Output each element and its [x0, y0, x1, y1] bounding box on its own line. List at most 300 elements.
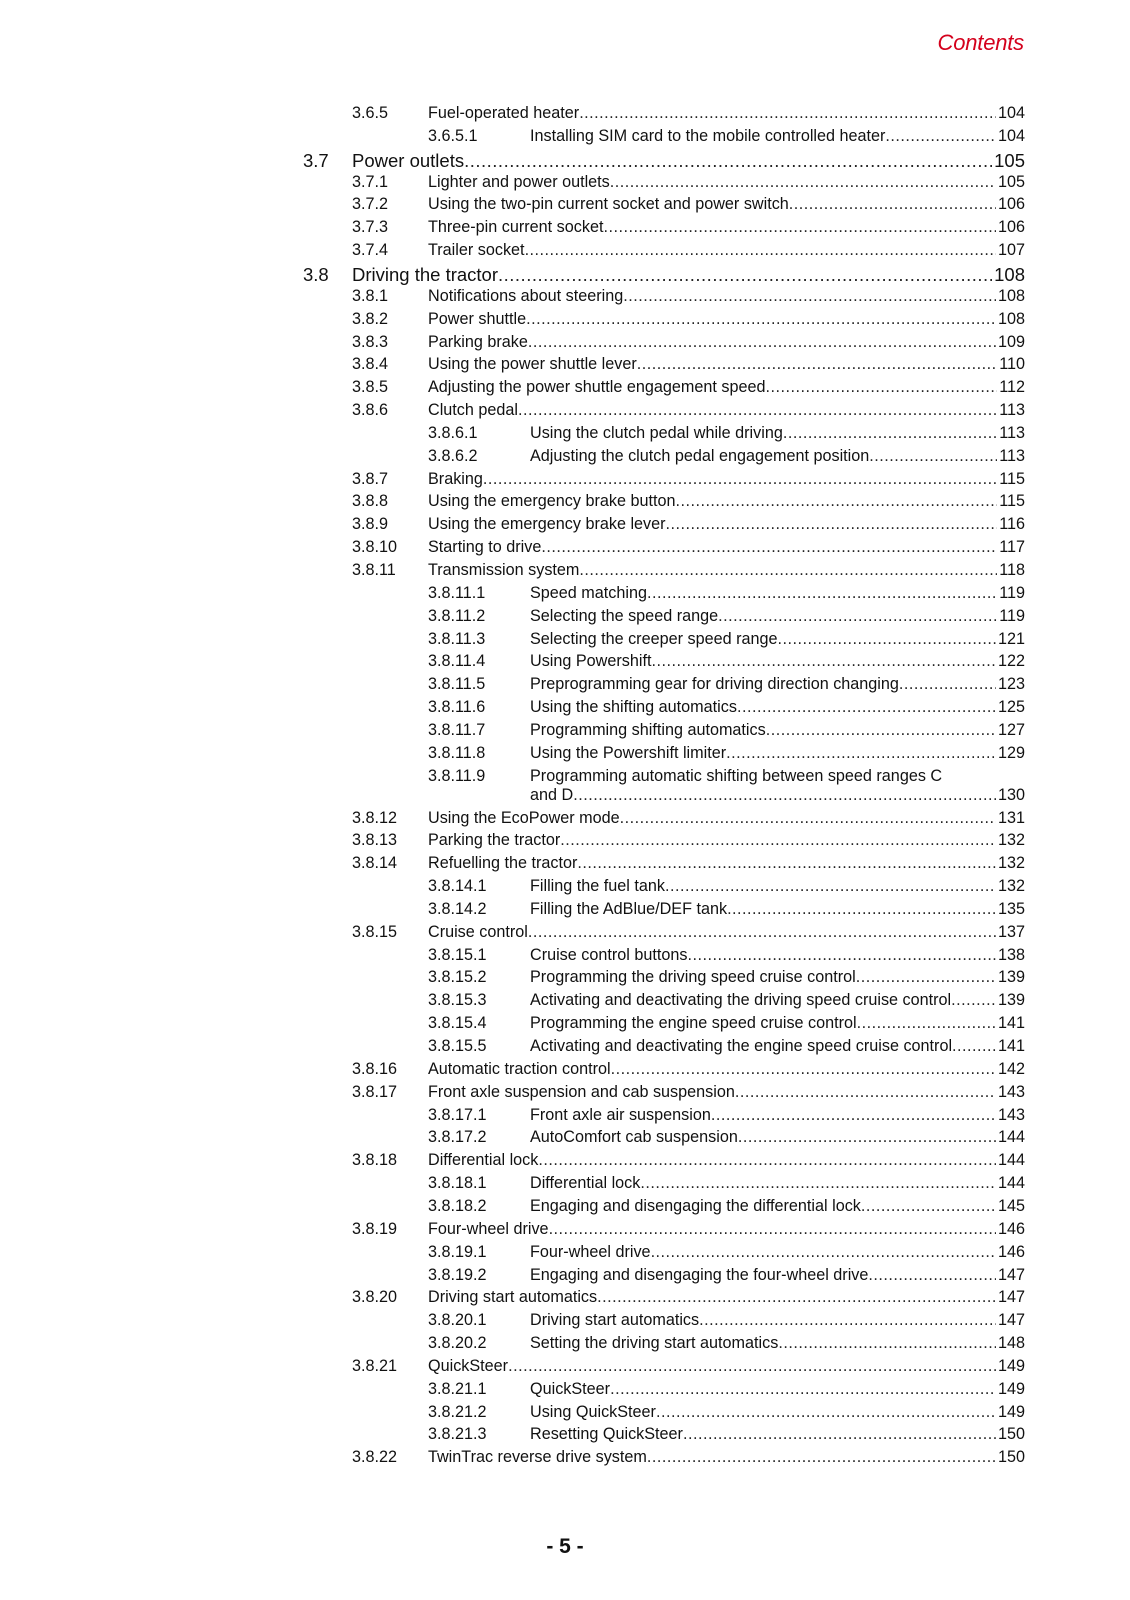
- toc-entry-number: 3.8.17: [352, 1082, 398, 1101]
- dot-leader: [727, 900, 996, 919]
- toc-entry-number: 3.8.11.9: [428, 766, 486, 785]
- toc-entry-line: [428, 1151, 1025, 1170]
- toc-entry-page: 127: [997, 720, 1025, 739]
- toc-entry-line: [530, 968, 1025, 987]
- toc-entry-title: Adjusting the power shuttle engagement speed: [428, 378, 766, 397]
- dot-leader: [538, 1151, 996, 1170]
- toc-entry-page: 130: [997, 785, 1025, 804]
- dot-leader: [483, 470, 997, 489]
- toc-entry-title: Driving the tractor: [352, 263, 498, 285]
- toc-entry-line: [428, 333, 1025, 352]
- toc-entry[interactable]: [0, 721, 1130, 745]
- toc-entry[interactable]: [0, 447, 1130, 471]
- toc-entry-number: 3.8.14: [352, 854, 398, 873]
- toc-entry-title: Using the two-pin current socket and power switch: [428, 195, 789, 214]
- dot-leader: [857, 1014, 996, 1033]
- toc-entry[interactable]: [0, 1083, 1130, 1107]
- toc-entry-number: 3.8.6: [352, 401, 389, 420]
- dot-leader: [640, 1174, 996, 1193]
- toc-entry-number: 3.8.17.2: [428, 1128, 487, 1147]
- toc-entry[interactable]: [0, 401, 1130, 425]
- toc-entry-number: 3.8.21.2: [428, 1402, 487, 1421]
- toc-entry-title: QuickSteer: [530, 1379, 611, 1398]
- toc-entry[interactable]: [0, 1380, 1130, 1404]
- toc-entry[interactable]: [0, 1060, 1130, 1084]
- toc-entry-title: Clutch pedal: [428, 401, 518, 420]
- toc-entry-title: Using the EcoPower mode: [428, 808, 620, 827]
- dot-leader: [856, 968, 996, 987]
- toc-entry[interactable]: [0, 287, 1130, 311]
- dot-leader: [498, 264, 992, 286]
- toc-entry[interactable]: [0, 1357, 1130, 1381]
- toc-entry-page: 117: [999, 538, 1025, 557]
- toc-entry-number: 3.8.13: [352, 831, 398, 850]
- dot-leader: [666, 515, 998, 534]
- toc-entry-line: [428, 1288, 1025, 1307]
- toc-entry-title: Setting the driving start automatics: [530, 1334, 779, 1353]
- toc-entry[interactable]: [0, 1128, 1130, 1152]
- toc-entry-page: 146: [997, 1219, 1025, 1238]
- toc-entry-line: [352, 264, 1025, 286]
- toc-entry-page: 108: [997, 286, 1025, 305]
- toc-entry-page: 115: [999, 492, 1025, 511]
- dot-leader: [528, 333, 996, 352]
- toc-entry-number: 3.8.22: [352, 1448, 398, 1467]
- dot-leader: [525, 241, 996, 260]
- toc-entry-continuation[interactable]: [0, 786, 1130, 810]
- dot-leader: [528, 923, 996, 942]
- toc-entry-line: [530, 1128, 1025, 1147]
- toc-entry-line: [530, 1403, 1025, 1422]
- toc-entry-line: [428, 355, 1025, 374]
- toc-entry-number: 3.8.11.8: [428, 743, 486, 762]
- dot-leader: [464, 150, 992, 172]
- toc-entry-number: 3.8.11.6: [428, 698, 486, 717]
- toc-entry-page: 110: [999, 355, 1025, 374]
- toc-entry-page: 144: [997, 1128, 1025, 1147]
- toc-entry[interactable]: [0, 607, 1130, 631]
- toc-entry-number: 3.7.1: [352, 172, 389, 191]
- dot-leader: [508, 1357, 996, 1376]
- dot-leader: [869, 447, 997, 466]
- toc-entry[interactable]: [0, 675, 1130, 699]
- toc-entry-page: 116: [999, 515, 1025, 534]
- toc-entry[interactable]: [0, 1403, 1130, 1427]
- toc-entry-line: [530, 447, 1025, 466]
- toc-entry[interactable]: [0, 515, 1130, 539]
- toc-entry-number: 3.8.1: [352, 286, 389, 305]
- toc-entry-page: 149: [997, 1379, 1025, 1398]
- toc-entry-page: 109: [997, 332, 1025, 351]
- toc-entry-line: [428, 310, 1025, 329]
- toc-entry-page: 142: [997, 1059, 1025, 1078]
- toc-entry-number: 3.8.16: [352, 1059, 398, 1078]
- dot-leader: [603, 218, 996, 237]
- toc-entry-line: [530, 424, 1025, 443]
- dot-leader: [675, 492, 997, 511]
- toc-entry-line: [530, 1380, 1025, 1399]
- toc-entry-number: 3.8.20.2: [428, 1334, 487, 1353]
- toc-entry-title: Installing SIM card to the mobile controlled heater: [530, 126, 886, 145]
- toc-entry-line: [530, 127, 1025, 146]
- dot-leader: [718, 607, 997, 626]
- toc-entry-line: [530, 1014, 1025, 1033]
- toc-entry[interactable]: [0, 1037, 1130, 1061]
- dot-leader: [637, 355, 997, 374]
- toc-entry-number: 3.8.14.2: [428, 899, 487, 918]
- toc-entry-page: 137: [997, 922, 1025, 941]
- toc-entry-number: 3.8.20: [352, 1288, 398, 1307]
- toc-entry-page: 149: [997, 1356, 1025, 1375]
- toc-entry-line: [530, 1425, 1025, 1444]
- toc-entry-title: Refuelling the tractor: [428, 854, 578, 873]
- toc-entry[interactable]: [0, 1425, 1130, 1449]
- toc-entry-title: Front axle air suspension: [530, 1105, 711, 1124]
- toc-entry[interactable]: [0, 264, 1130, 288]
- toc-entry[interactable]: [0, 1106, 1130, 1130]
- toc-entry-line: [428, 1220, 1025, 1239]
- toc-entry[interactable]: [0, 173, 1130, 197]
- toc-entry-page: 107: [997, 241, 1025, 260]
- toc-entry-number: 3.7: [303, 149, 329, 171]
- toc-entry[interactable]: [0, 104, 1130, 128]
- toc-entry-line: [428, 241, 1025, 260]
- toc-entry-page: 131: [997, 808, 1025, 827]
- toc-entry[interactable]: [0, 698, 1130, 722]
- toc-entry[interactable]: [0, 1014, 1130, 1038]
- toc-entry-title: Notifications about steering: [428, 286, 624, 305]
- toc-entry[interactable]: [0, 630, 1130, 654]
- toc-entry-line: [530, 721, 1025, 740]
- toc-entry-number: 3.8.15.2: [428, 968, 487, 987]
- toc-entry-number: 3.8.18: [352, 1151, 398, 1170]
- toc-entry-line: [530, 652, 1025, 671]
- toc-entry-number: 3.8.11.3: [428, 629, 486, 648]
- toc-entry-title: Power outlets: [352, 149, 465, 171]
- toc-entry[interactable]: [0, 991, 1130, 1015]
- toc-entry[interactable]: [0, 470, 1130, 494]
- toc-entry-page: 119: [999, 583, 1025, 602]
- toc-entry-page: 139: [997, 968, 1025, 987]
- toc-entry-number: 3.8.8: [352, 492, 389, 511]
- toc-entry-title: Engaging and disengaging the differential lock: [530, 1196, 861, 1215]
- dot-leader: [620, 809, 996, 828]
- toc-entry-title: Three-pin current socket: [428, 218, 604, 237]
- toc-entry-page: 112: [999, 378, 1025, 397]
- toc-entry-page: 143: [997, 1105, 1025, 1124]
- toc-entry-page: 113: [999, 446, 1025, 465]
- toc-entry-line: [428, 195, 1025, 214]
- dot-leader: [738, 1128, 996, 1147]
- toc-entry-page: 105: [994, 149, 1025, 171]
- dot-leader: [737, 698, 996, 717]
- toc-entry-number: 3.8.21.3: [428, 1425, 487, 1444]
- toc-entry-page: 147: [997, 1265, 1025, 1284]
- toc-entry-line: [530, 1266, 1025, 1285]
- toc-entry-page: 108: [994, 263, 1025, 285]
- toc-entry[interactable]: [0, 241, 1130, 265]
- toc-entry-line: [428, 218, 1025, 237]
- toc-entry[interactable]: [0, 538, 1130, 562]
- toc-entry-line: [352, 150, 1025, 172]
- toc-entry-number: 3.8.9: [352, 515, 389, 534]
- toc-entry-page: 113: [999, 401, 1025, 420]
- toc-entry[interactable]: [0, 424, 1130, 448]
- toc-entry-title: Programming the engine speed cruise control: [530, 1014, 857, 1033]
- toc-entry-line: [530, 630, 1025, 649]
- toc-entry-number: 3.8.7: [352, 469, 389, 488]
- toc-entry-title: Using the emergency brake button: [428, 492, 676, 511]
- toc-entry[interactable]: [0, 218, 1130, 242]
- toc-entry-title: Automatic traction control: [428, 1059, 611, 1078]
- toc-entry-title: Cruise control buttons: [530, 945, 688, 964]
- dot-leader: [861, 1197, 996, 1216]
- toc-entry-page: 132: [997, 831, 1025, 850]
- dot-leader: [560, 831, 996, 850]
- toc-entry-line: [530, 698, 1025, 717]
- toc-entry[interactable]: [0, 1243, 1130, 1267]
- toc-entry-line: [428, 561, 1025, 580]
- toc-entry-title: Four-wheel drive: [530, 1242, 651, 1261]
- toc-entry-page: 145: [997, 1196, 1025, 1215]
- toc-entry-page: 144: [997, 1151, 1025, 1170]
- toc-entry-title: Using the clutch pedal while driving: [530, 423, 783, 442]
- toc-entry[interactable]: [0, 946, 1130, 970]
- toc-entry[interactable]: [0, 492, 1130, 516]
- toc-entry[interactable]: [0, 195, 1130, 219]
- toc-entry[interactable]: [0, 127, 1130, 151]
- toc-entry-number: 3.8.15.1: [428, 945, 487, 964]
- dot-leader: [789, 195, 996, 214]
- toc-entry-title: Transmission system: [428, 561, 580, 579]
- toc-entry-title: Speed matching: [530, 583, 647, 602]
- toc-entry-title: Filling the AdBlue/DEF tank: [530, 899, 728, 918]
- toc-entry-title: Engaging and disengaging the four-wheel drive: [530, 1265, 869, 1284]
- dot-leader: [526, 310, 996, 329]
- dot-leader: [610, 1380, 996, 1399]
- toc-entry-page: 115: [999, 469, 1025, 488]
- toc-entry-title: Using the Powershift limiter: [530, 743, 727, 762]
- toc-entry-title: Selecting the creeper speed range: [530, 629, 778, 648]
- dot-leader: [573, 786, 996, 805]
- toc-entry[interactable]: [0, 1220, 1130, 1244]
- dot-leader: [597, 1288, 996, 1307]
- toc-entry-line: [530, 675, 1025, 694]
- toc-entry-page: 104: [997, 104, 1025, 122]
- toc-entry-number: 3.7.2: [352, 195, 389, 214]
- toc-entry[interactable]: [0, 1151, 1130, 1175]
- toc-entry-page: 132: [997, 854, 1025, 873]
- dot-leader: [665, 877, 996, 896]
- toc-entry-title: Using Powershift: [530, 652, 652, 671]
- toc-entry-number: 3.8.15.4: [428, 1014, 487, 1033]
- toc-entry-number: 3.8.19: [352, 1219, 398, 1238]
- toc-entry[interactable]: [0, 831, 1130, 855]
- toc-entry-line: [530, 1037, 1025, 1056]
- toc-entry-title: Lighter and power outlets: [428, 172, 610, 191]
- toc-entry-title: Differential lock: [530, 1174, 641, 1193]
- dot-leader: [765, 378, 997, 397]
- dot-leader: [549, 1220, 996, 1239]
- toc-entry-page: 118: [999, 561, 1025, 579]
- toc-entry[interactable]: [0, 378, 1130, 402]
- toc-entry[interactable]: [0, 900, 1130, 924]
- toc-entry-title: Cruise control: [428, 922, 528, 941]
- toc-entry[interactable]: [0, 355, 1130, 379]
- toc-entry-page: 129: [997, 743, 1025, 762]
- toc-entry[interactable]: [0, 923, 1130, 947]
- toc-entry-title: Using the emergency brake lever: [428, 515, 666, 534]
- toc-entry-page: 150: [997, 1448, 1025, 1467]
- toc-entry-number: 3.8.19.1: [428, 1242, 487, 1261]
- toc-entry-title: QuickSteer: [428, 1356, 509, 1375]
- toc-entry[interactable]: [0, 1266, 1130, 1290]
- toc-entry-number: 3.8.5: [352, 378, 389, 397]
- dot-leader: [699, 1311, 996, 1330]
- toc-entry-number: 3.8.11.5: [428, 675, 486, 694]
- header-title: Contents: [937, 30, 1024, 55]
- toc-entry-line: [428, 854, 1025, 873]
- toc-entry[interactable]: [0, 333, 1130, 357]
- toc-entry-line: [428, 538, 1025, 557]
- toc-entry[interactable]: [0, 1197, 1130, 1221]
- toc-entry-number: 3.8: [303, 263, 329, 285]
- toc-entry-page: 141: [997, 1014, 1025, 1033]
- dot-leader: [518, 401, 997, 420]
- dot-leader: [885, 127, 996, 146]
- dot-leader: [579, 104, 996, 123]
- dot-leader: [726, 744, 996, 763]
- toc-entry[interactable]: [0, 744, 1130, 768]
- toc-entry[interactable]: [0, 1334, 1130, 1358]
- toc-entry-title: AutoComfort cab suspension: [530, 1128, 738, 1147]
- toc-entry-line: [530, 1106, 1025, 1125]
- dot-leader: [647, 1448, 996, 1467]
- toc-entry-title: Filling the fuel tank: [530, 877, 665, 896]
- toc-entry-title: Using the power shuttle lever: [428, 355, 637, 374]
- toc-entry-number: 3.6.5: [352, 104, 389, 122]
- dot-leader: [777, 630, 996, 649]
- toc-entry-title: Using QuickSteer: [530, 1402, 656, 1421]
- toc-entry-page: 148: [997, 1334, 1025, 1353]
- toc-entry-number: 3.8.18.1: [428, 1174, 487, 1193]
- toc-entry-line: [428, 1357, 1025, 1376]
- dot-leader: [656, 1403, 996, 1422]
- toc-entry-line: [530, 877, 1025, 896]
- dot-leader: [766, 721, 996, 740]
- toc-entry-page: 122: [997, 652, 1025, 671]
- toc-entry-line: [428, 1060, 1025, 1079]
- toc-entry-line: [428, 401, 1025, 420]
- toc-entry-title: Trailer socket: [428, 241, 525, 260]
- toc-entry-title: Using the shifting automatics: [530, 698, 737, 717]
- toc-entry-line: [428, 809, 1025, 828]
- dot-leader: [899, 675, 996, 694]
- toc-entry-line: [530, 991, 1025, 1010]
- toc-entry-number: 3.8.4: [352, 355, 389, 374]
- toc-entry-line: [428, 287, 1025, 306]
- toc-entry-page: 146: [997, 1242, 1025, 1261]
- toc-entry-title: and D: [530, 785, 574, 804]
- toc-entry-page: 106: [997, 195, 1025, 214]
- toc-entry-number: 3.8.19.2: [428, 1265, 487, 1284]
- toc-entry-line: [428, 104, 1025, 123]
- toc-entry[interactable]: [0, 584, 1130, 608]
- toc-entry-line: [530, 1197, 1025, 1216]
- toc-entry-number: 3.8.12: [352, 808, 398, 827]
- toc-entry[interactable]: [0, 1288, 1130, 1312]
- toc-entry-page: 125: [997, 698, 1025, 717]
- toc-entry-page: 123: [997, 675, 1025, 694]
- dot-leader: [623, 287, 996, 306]
- toc-entry-title-line1: Programming automatic shifting between speed ranges C: [530, 766, 943, 785]
- toc-entry-page: 141: [997, 1037, 1025, 1055]
- toc-entry-page: 105: [997, 172, 1025, 191]
- toc-entry[interactable]: [0, 1174, 1130, 1198]
- toc-entry-title: Front axle suspension and cab suspension: [428, 1082, 735, 1101]
- dot-leader: [711, 1106, 996, 1125]
- toc-entry-line: [428, 173, 1025, 192]
- toc-entry-page: 147: [997, 1288, 1025, 1307]
- toc-entry-number: 3.6.5.1: [428, 126, 478, 145]
- toc-entry-number: 3.8.6.2: [428, 446, 478, 465]
- toc-entry-number: 3.8.11.2: [428, 606, 486, 625]
- toc-entry[interactable]: [0, 150, 1130, 174]
- toc-entry[interactable]: [0, 877, 1130, 901]
- toc-entry-number: 3.8.11.4: [428, 652, 486, 671]
- toc-entry-page: 108: [997, 309, 1025, 328]
- toc-entry-page: 138: [997, 945, 1025, 964]
- toc-entry-page: 144: [997, 1174, 1025, 1193]
- dot-leader: [778, 1334, 996, 1353]
- toc-entry-title: Starting to drive: [428, 538, 542, 557]
- toc-entry-line: [428, 1083, 1025, 1102]
- toc-entry-line: [530, 1334, 1025, 1353]
- toc-entry-number: 3.8.3: [352, 332, 389, 351]
- toc-entry[interactable]: [0, 968, 1130, 992]
- toc-entry-number: 3.8.11.1: [428, 583, 486, 602]
- toc-entry-number: 3.7.3: [352, 218, 389, 237]
- toc-entry[interactable]: [0, 809, 1130, 833]
- toc-entry[interactable]: [0, 1311, 1130, 1335]
- dot-leader: [541, 538, 997, 557]
- toc-entry-number: 3.8.15: [352, 922, 398, 941]
- toc-entry-line: [428, 1448, 1025, 1467]
- toc-entry-title: Differential lock: [428, 1151, 539, 1170]
- toc-entry-line: [530, 900, 1025, 919]
- toc-entry[interactable]: [0, 854, 1130, 878]
- toc-entry-title: Activating and deactivating the driving speed cruise control: [530, 991, 952, 1010]
- toc-entry-line: [428, 470, 1025, 489]
- dot-leader: [687, 946, 996, 965]
- toc-entry-line: [530, 1243, 1025, 1262]
- dot-leader: [577, 854, 996, 873]
- dot-leader: [951, 991, 996, 1010]
- toc-entry-line: [428, 492, 1025, 511]
- toc-entry[interactable]: [0, 310, 1130, 334]
- toc-entry[interactable]: [0, 1448, 1130, 1472]
- toc-entry-page: 139: [997, 991, 1025, 1010]
- toc-entry-page: 106: [997, 218, 1025, 237]
- toc-entry-title: Driving start automatics: [428, 1288, 598, 1307]
- toc-entry[interactable]: [0, 561, 1130, 585]
- toc-entry-number: 3.8.15.3: [428, 991, 487, 1010]
- toc-entry-number: 3.8.10: [352, 538, 398, 557]
- toc-entry-number: 3.8.20.1: [428, 1311, 487, 1330]
- toc-entry[interactable]: [0, 652, 1130, 676]
- dot-leader: [651, 652, 996, 671]
- toc-entry-title: Selecting the speed range: [530, 606, 719, 625]
